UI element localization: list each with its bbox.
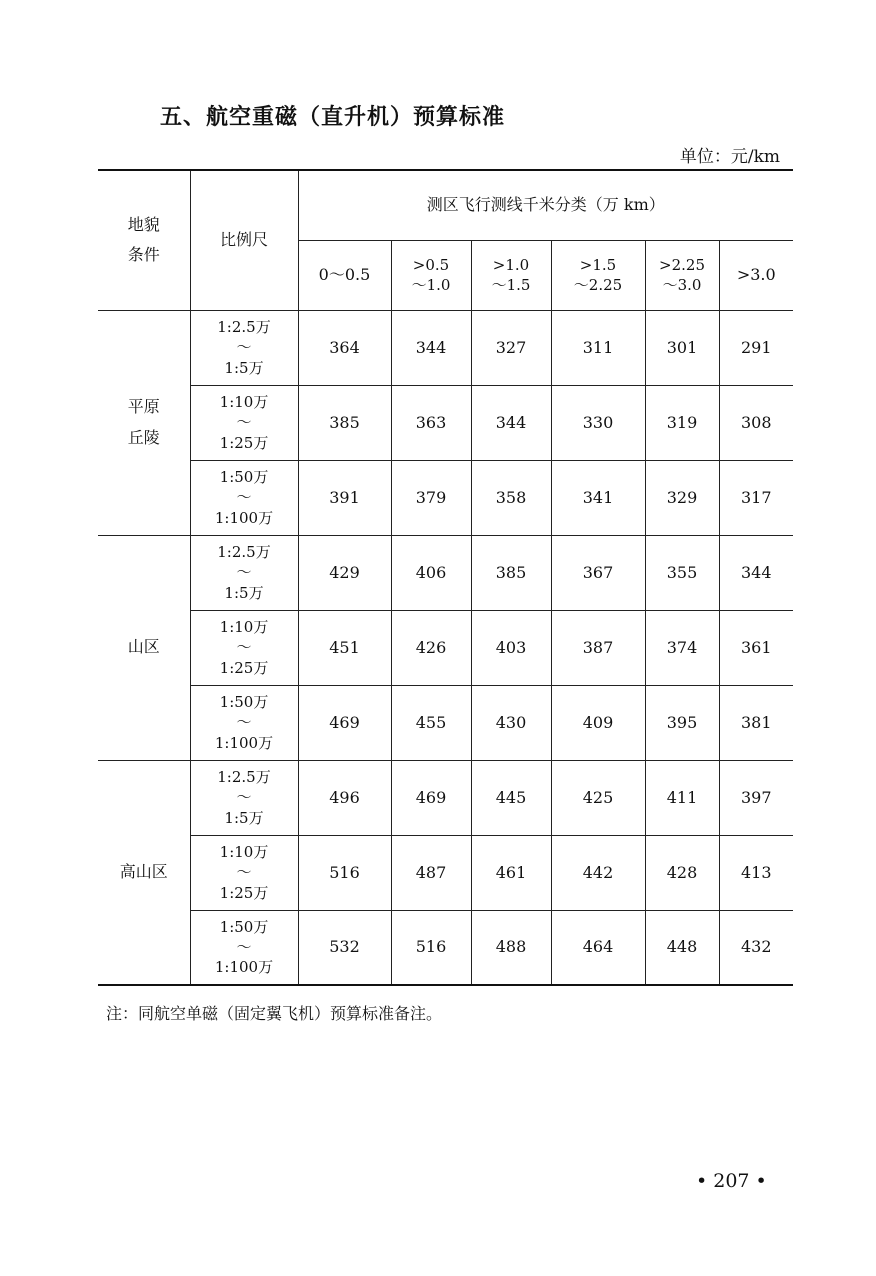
scale-label: 1:2.5万 <box>217 768 271 787</box>
column-header-text: >2.25 <box>659 255 705 274</box>
scale-cell <box>190 835 298 910</box>
value-cell: 469 <box>298 685 391 760</box>
value-cell: 363 <box>391 385 471 460</box>
value-cell: 330 <box>551 385 645 460</box>
value-cell: 406 <box>391 535 471 610</box>
scale-label: ～ <box>236 788 252 807</box>
table-row <box>98 760 793 835</box>
scale-label: 1:25万 <box>219 658 269 677</box>
value-cell: 367 <box>551 535 645 610</box>
header-scale: 比例尺 <box>190 170 298 310</box>
value-cell: 358 <box>471 460 551 535</box>
scale-label: ～ <box>236 488 252 507</box>
header-terrain-line: 地貌 <box>127 214 160 234</box>
scale-cell <box>190 610 298 685</box>
budget-table <box>98 169 793 986</box>
column-header-text: ～1.5 <box>491 276 531 294</box>
unit-label: 单位：元/km <box>679 147 780 167</box>
value-cell: 379 <box>391 460 471 535</box>
value-cell: 319 <box>645 385 719 460</box>
terrain-cell <box>98 760 190 985</box>
column-header-text: ～2.25 <box>573 276 623 294</box>
value-cell: 374 <box>645 610 719 685</box>
table-row <box>98 385 793 460</box>
value-cell: 430 <box>471 685 551 760</box>
scale-cell <box>190 535 298 610</box>
scale-label: 1:2.5万 <box>217 543 271 562</box>
scale-label: 1:100万 <box>214 958 274 977</box>
terrain-label: 山区 <box>127 637 160 657</box>
scale-label: 1:25万 <box>219 883 269 902</box>
column-header <box>391 240 471 310</box>
value-cell: 344 <box>391 310 471 385</box>
value-cell: 311 <box>551 310 645 385</box>
value-cell: 432 <box>719 910 793 985</box>
value-cell: 411 <box>645 760 719 835</box>
value-cell: 426 <box>391 610 471 685</box>
value-cell: 516 <box>298 835 391 910</box>
value-cell: 385 <box>471 535 551 610</box>
terrain-label: 平原 <box>127 397 160 417</box>
value-cell: 361 <box>719 610 793 685</box>
value-cell: 344 <box>471 385 551 460</box>
table-row <box>98 460 793 535</box>
column-header-text: >1.0 <box>492 255 530 274</box>
header-terrain-line: 条件 <box>127 245 160 265</box>
value-cell: 488 <box>471 910 551 985</box>
table-row <box>98 535 793 610</box>
scale-label: ～ <box>236 938 252 957</box>
value-cell: 387 <box>551 610 645 685</box>
value-cell: 341 <box>551 460 645 535</box>
value-cell: 409 <box>551 685 645 760</box>
value-cell: 425 <box>551 760 645 835</box>
value-cell: 364 <box>298 310 391 385</box>
scale-label: 1:100万 <box>214 733 274 752</box>
scale-label: 1:2.5万 <box>217 318 271 337</box>
scale-cell <box>190 460 298 535</box>
scale-label: ～ <box>236 638 252 657</box>
terrain-label: 丘陵 <box>127 427 160 447</box>
header-group: 测区飞行测线千米分类（万 km） <box>298 170 793 240</box>
column-header-text: >1.5 <box>579 255 617 274</box>
scale-label: 1:25万 <box>219 433 269 452</box>
column-header <box>719 240 793 310</box>
scale-cell <box>190 910 298 985</box>
table-row <box>98 910 793 985</box>
column-header-text: 0～0.5 <box>318 265 371 285</box>
scale-label: ～ <box>236 863 252 882</box>
value-cell: 355 <box>645 535 719 610</box>
value-cell: 464 <box>551 910 645 985</box>
scale-label: ～ <box>236 338 252 357</box>
table-body <box>98 310 793 985</box>
value-cell: 308 <box>719 385 793 460</box>
column-header <box>645 240 719 310</box>
scale-label: 1:100万 <box>214 508 274 527</box>
terrain-cell <box>98 310 190 535</box>
value-cell: 291 <box>719 310 793 385</box>
value-cell: 451 <box>298 610 391 685</box>
header-row-1 <box>98 170 793 240</box>
value-cell: 317 <box>719 460 793 535</box>
scale-label: 1:5万 <box>224 808 264 827</box>
scale-label: 1:5万 <box>224 583 264 602</box>
column-header-text: ～3.0 <box>662 276 702 294</box>
value-cell: 469 <box>391 760 471 835</box>
scale-cell <box>190 760 298 835</box>
scale-cell <box>190 385 298 460</box>
column-header-text: ～1.0 <box>411 276 451 294</box>
value-cell: 448 <box>645 910 719 985</box>
scale-label: 1:10万 <box>219 618 269 637</box>
terrain-cell <box>98 535 190 760</box>
value-cell: 496 <box>298 760 391 835</box>
value-cell: 344 <box>719 535 793 610</box>
value-cell: 428 <box>645 835 719 910</box>
value-cell: 413 <box>719 835 793 910</box>
value-cell: 516 <box>391 910 471 985</box>
table-row <box>98 685 793 760</box>
value-cell: 455 <box>391 685 471 760</box>
page-number: • 207 • <box>696 1170 767 1192</box>
scale-cell <box>190 685 298 760</box>
column-header-text: >0.5 <box>412 255 450 274</box>
column-header-text: >3.0 <box>736 265 776 285</box>
value-cell: 395 <box>645 685 719 760</box>
scale-label: 1:10万 <box>219 393 269 412</box>
value-cell: 381 <box>719 685 793 760</box>
scale-cell <box>190 310 298 385</box>
value-cell: 487 <box>391 835 471 910</box>
table-note: 注：同航空单磁（固定翼飞机）预算标准备注。 <box>106 1004 443 1023</box>
value-cell: 442 <box>551 835 645 910</box>
scale-label: ～ <box>236 563 252 582</box>
value-cell: 301 <box>645 310 719 385</box>
scale-label: 1:50万 <box>219 468 269 487</box>
column-header <box>298 240 391 310</box>
scale-label: 1:50万 <box>219 693 269 712</box>
table-row <box>98 610 793 685</box>
value-cell: 327 <box>471 310 551 385</box>
scale-label: ～ <box>236 713 252 732</box>
table-row <box>98 835 793 910</box>
value-cell: 329 <box>645 460 719 535</box>
value-cell: 429 <box>298 535 391 610</box>
value-cell: 532 <box>298 910 391 985</box>
page-title: 五、航空重磁（直升机）预算标准 <box>160 105 506 130</box>
value-cell: 461 <box>471 835 551 910</box>
scale-label: 1:5万 <box>224 358 264 377</box>
value-cell: 403 <box>471 610 551 685</box>
scale-label: 1:50万 <box>219 917 269 936</box>
column-header <box>471 240 551 310</box>
scale-label: ～ <box>236 413 252 432</box>
scale-label: 1:10万 <box>219 843 269 862</box>
value-cell: 391 <box>298 460 391 535</box>
value-cell: 445 <box>471 760 551 835</box>
column-header <box>551 240 645 310</box>
table-row <box>98 310 793 385</box>
value-cell: 385 <box>298 385 391 460</box>
header-terrain <box>98 170 190 310</box>
value-cell: 397 <box>719 760 793 835</box>
terrain-label: 高山区 <box>119 862 168 882</box>
